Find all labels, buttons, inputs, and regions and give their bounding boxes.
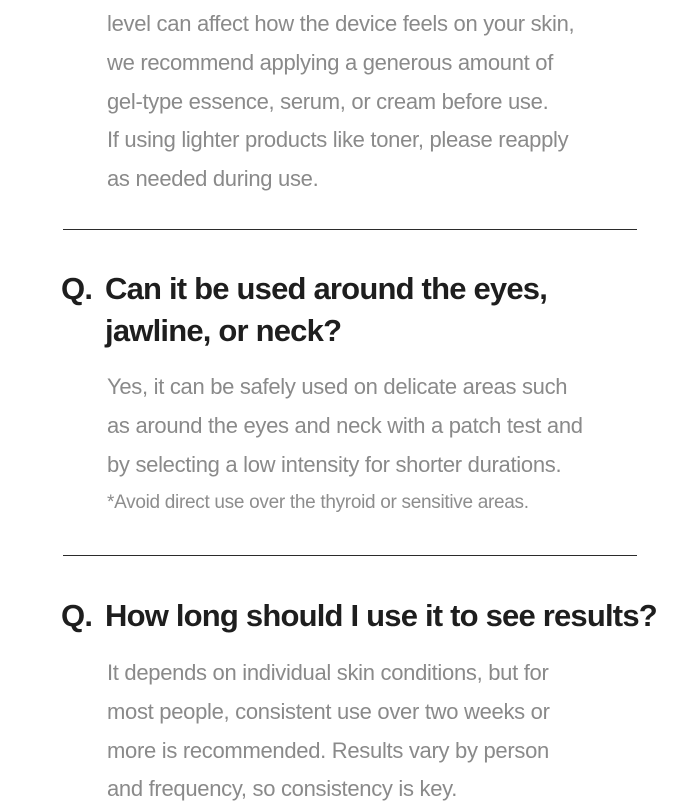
- faq-answer-continued: [0, 5, 700, 199]
- question-line: Can it be used around the eyes,: [105, 271, 548, 306]
- answer-line: If using lighter products like toner, please reapply: [107, 127, 569, 153]
- question-prefix: Q.: [61, 598, 93, 633]
- question-prefix: Q.: [61, 271, 93, 306]
- faq-answer: [0, 368, 700, 522]
- answer-line: and frequency, so consistency is key.: [107, 776, 458, 802]
- section-divider: [63, 555, 637, 556]
- answer-line: It depends on individual skin conditions, but for: [107, 660, 549, 685]
- answer-line: by selecting a low intensity for shorter durations.: [107, 451, 562, 477]
- answer-line: as around the eyes and neck with a patch test and: [107, 412, 583, 438]
- answer-text: [0, 654, 700, 809]
- answer-text: [0, 368, 700, 484]
- answer-line: gel-type essence, serum, or cream before use.: [107, 88, 549, 114]
- answer-line: we recommend applying a generous amount of: [107, 49, 554, 75]
- faq-question: [61, 595, 681, 637]
- answer-text: [0, 5, 700, 199]
- faq-question: [61, 268, 681, 352]
- question-line: jawline, or neck?: [105, 313, 342, 348]
- answer-note: *Avoid direct use over the thyroid or sensitive areas.: [107, 492, 529, 514]
- question-text: [61, 595, 681, 637]
- question-line: How long should I use it to see results?: [105, 598, 657, 633]
- answer-line: Yes, it can be safely used on delicate areas such: [107, 374, 568, 399]
- question-text: [61, 268, 681, 352]
- answer-line: most people, consistent use over two weeks or: [107, 698, 550, 724]
- answer-line: more is recommended. Results vary by person: [107, 737, 549, 763]
- answer-line: level can affect how the device feels on your skin,: [107, 11, 575, 36]
- faq-answer: [0, 654, 700, 809]
- section-divider: [63, 229, 637, 230]
- answer-line: as needed during use.: [107, 166, 319, 192]
